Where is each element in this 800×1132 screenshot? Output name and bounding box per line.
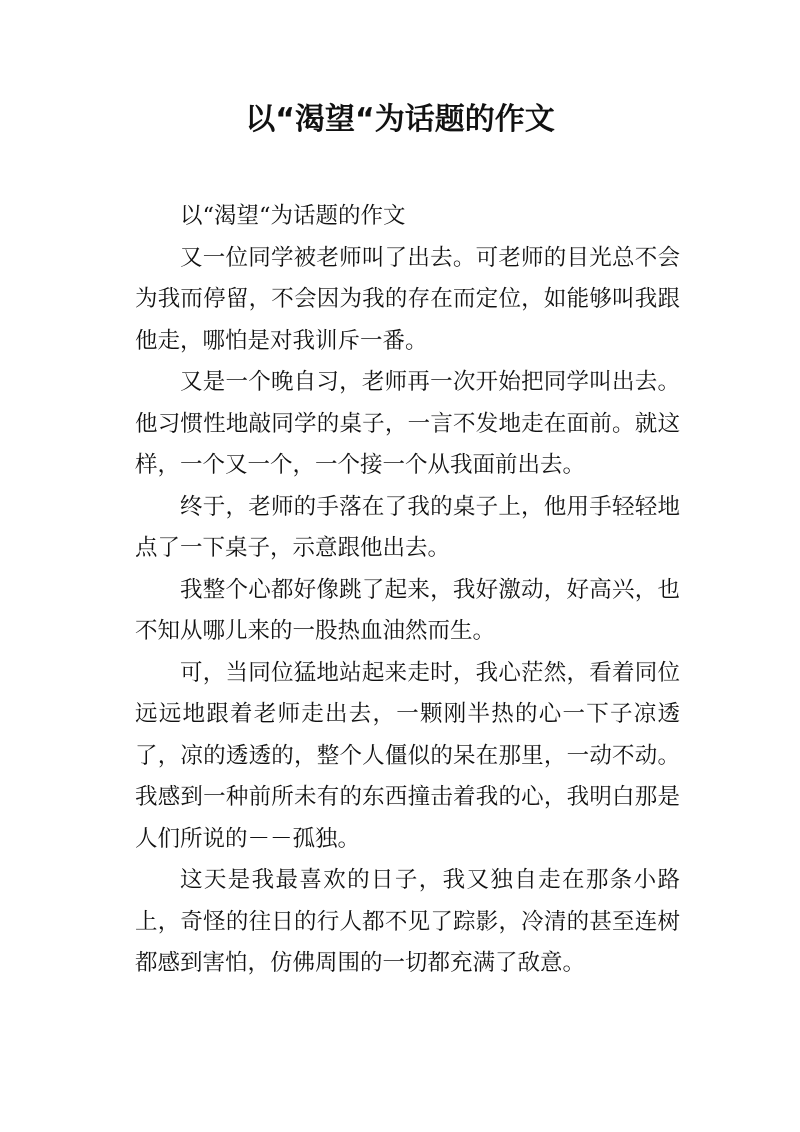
paragraph: 终于，老师的手落在了我的桌子上，他用手轻轻地点了一下桌子，示意跟他出去。 bbox=[135, 493, 680, 561]
paragraph: 可，当同位猛地站起来走时，我心茫然，看着同位远远地跟着老师走出去，一颗刚半热的心一下子凉透了，凉的透透的，整个人僵似的呆在那里，一动不动。我感到一种前所未有的东西撞击着我的心，我明白那是人们所说的－－孤独。 bbox=[135, 659, 680, 852]
paragraph: 这天是我最喜欢的日子，我又独自走在那条小路上，奇怪的往日的行人都不见了踪影，冷清的甚至连树都感到害怕，仿佛周围的一切都充满了敌意。 bbox=[135, 867, 680, 976]
document-body bbox=[135, 196, 680, 985]
paragraph-subtitle: 以“渴望“为话题的作文 bbox=[180, 203, 406, 229]
paragraph: 又是一个晚自习，老师再一次开始把同学叫出去。他习惯性地敲同学的桌子，一言不发地走在面前。就这样，一个又一个，一个接一个从我面前出去。 bbox=[135, 369, 680, 478]
page-title: 以“渴望“为话题的作文 bbox=[245, 102, 555, 137]
paragraph: 又一位同学被老师叫了出去。可老师的目光总不会为我而停留，不会因为我的存在而定位，如能够叫我跟他走，哪怕是对我训斥一番。 bbox=[135, 244, 680, 354]
paragraph: 我整个心都好像跳了起来，我好激动，好高兴，也不知从哪儿来的一股热血油然而生。 bbox=[135, 576, 680, 644]
